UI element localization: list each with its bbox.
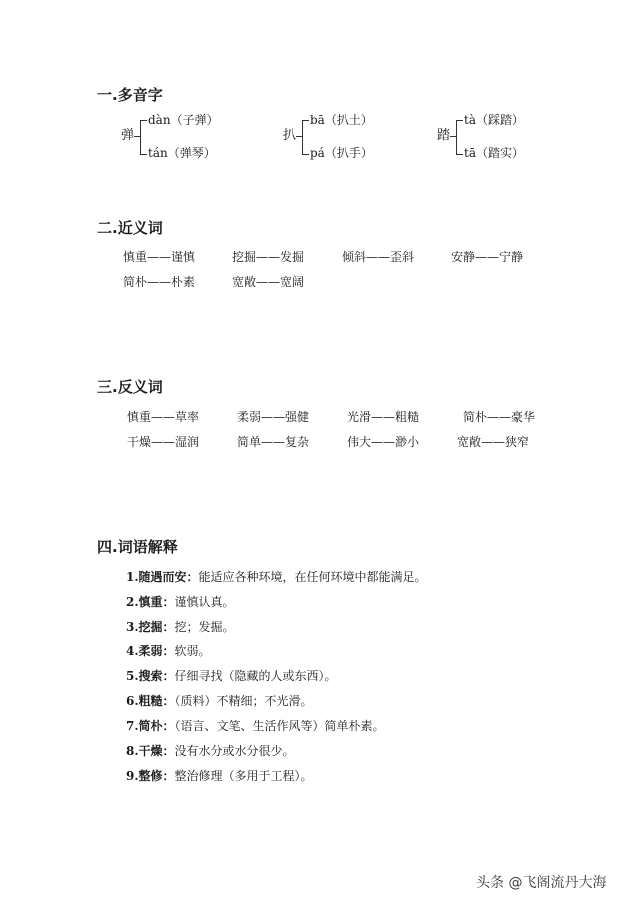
brace-mark — [140, 120, 147, 155]
antonym-pair: 简朴——豪华 — [463, 410, 536, 424]
definition-term: 8.干燥： — [126, 744, 175, 758]
polyphonic-reading: pá（扒手） — [310, 146, 373, 160]
synonym-pair: 安静——宁静 — [451, 250, 524, 264]
synonym-pair: 简朴——朴素 — [123, 275, 196, 289]
definition-term: 9.整修： — [126, 769, 175, 783]
polyphonic-reading: tán（弹琴） — [148, 146, 216, 160]
brace-mark — [302, 120, 309, 155]
polyphonic-reading: tā（踏实） — [464, 146, 524, 160]
antonym-pair: 宽敞——狭窄 — [457, 435, 530, 449]
synonym-pair: 挖掘——发掘 — [232, 250, 305, 264]
antonym-pair: 简单——复杂 — [237, 435, 310, 449]
definition-text: 没有水分或水分很少。 — [174, 744, 295, 758]
definition-text: 仔细寻找（隐藏的人或东西）。 — [174, 669, 337, 683]
synonym-pair: 慎重——谨慎 — [123, 250, 196, 264]
definition-item — [126, 668, 337, 684]
definition-term: 6.粗糙： — [126, 694, 175, 708]
definition-item — [126, 693, 313, 709]
definition-text: 软弱。 — [174, 644, 211, 658]
definition-item — [126, 643, 211, 659]
definition-item — [126, 718, 385, 734]
synonym-pair: 宽敞——宽阔 — [232, 275, 305, 289]
section-title-synonyms: 二.近义词 — [97, 219, 163, 237]
definition-item — [126, 743, 295, 759]
polyphonic-char: 弹 — [121, 128, 135, 143]
antonym-pair: 光滑——粗糙 — [347, 410, 420, 424]
definition-term: 3.挖掘： — [126, 620, 175, 634]
polyphonic-reading: dàn（子弹） — [148, 113, 219, 127]
definition-term: 7.简朴： — [126, 719, 175, 733]
section-title-definitions: 四.词语解释 — [97, 538, 178, 556]
brace-mark — [456, 120, 463, 155]
definition-term: 4.柔弱： — [126, 644, 175, 658]
definition-text: 谨慎认真。 — [174, 595, 235, 609]
definition-term: 2.慎重： — [126, 595, 175, 609]
definition-text: 能适应各种环境，在任何环境中都能满足。 — [198, 570, 427, 584]
definition-item — [126, 569, 427, 585]
antonym-pair: 柔弱——强健 — [237, 410, 310, 424]
section-title-polyphonic: 一.多音字 — [97, 86, 163, 104]
antonym-pair: 慎重——草率 — [127, 410, 200, 424]
definition-item — [126, 594, 235, 610]
definition-text: （质料）不精细；不光滑。 — [174, 694, 313, 708]
synonym-pair: 倾斜——歪斜 — [342, 250, 415, 264]
definition-text: （语言、文笔、生活作风等）简单朴素。 — [174, 719, 385, 733]
definition-text: 整治修理（多用于工程）。 — [174, 769, 313, 783]
definition-text: 挖；发掘。 — [174, 620, 235, 634]
definition-item — [126, 768, 313, 784]
section-title-antonyms: 三.反义词 — [97, 378, 163, 396]
definition-item — [126, 619, 235, 635]
definition-term: 1.随遇而安： — [126, 570, 199, 584]
definition-term: 5.搜索： — [126, 669, 175, 683]
watermark: 头条 @飞阁流丹大海 — [476, 875, 607, 891]
antonym-pair: 干燥——湿润 — [127, 435, 200, 449]
polyphonic-reading: tà（踩踏） — [464, 113, 524, 127]
polyphonic-char: 扒 — [283, 128, 297, 143]
polyphonic-reading: bā（扒土） — [310, 113, 373, 127]
polyphonic-char: 踏 — [437, 128, 451, 143]
antonym-pair: 伟大——渺小 — [347, 435, 420, 449]
